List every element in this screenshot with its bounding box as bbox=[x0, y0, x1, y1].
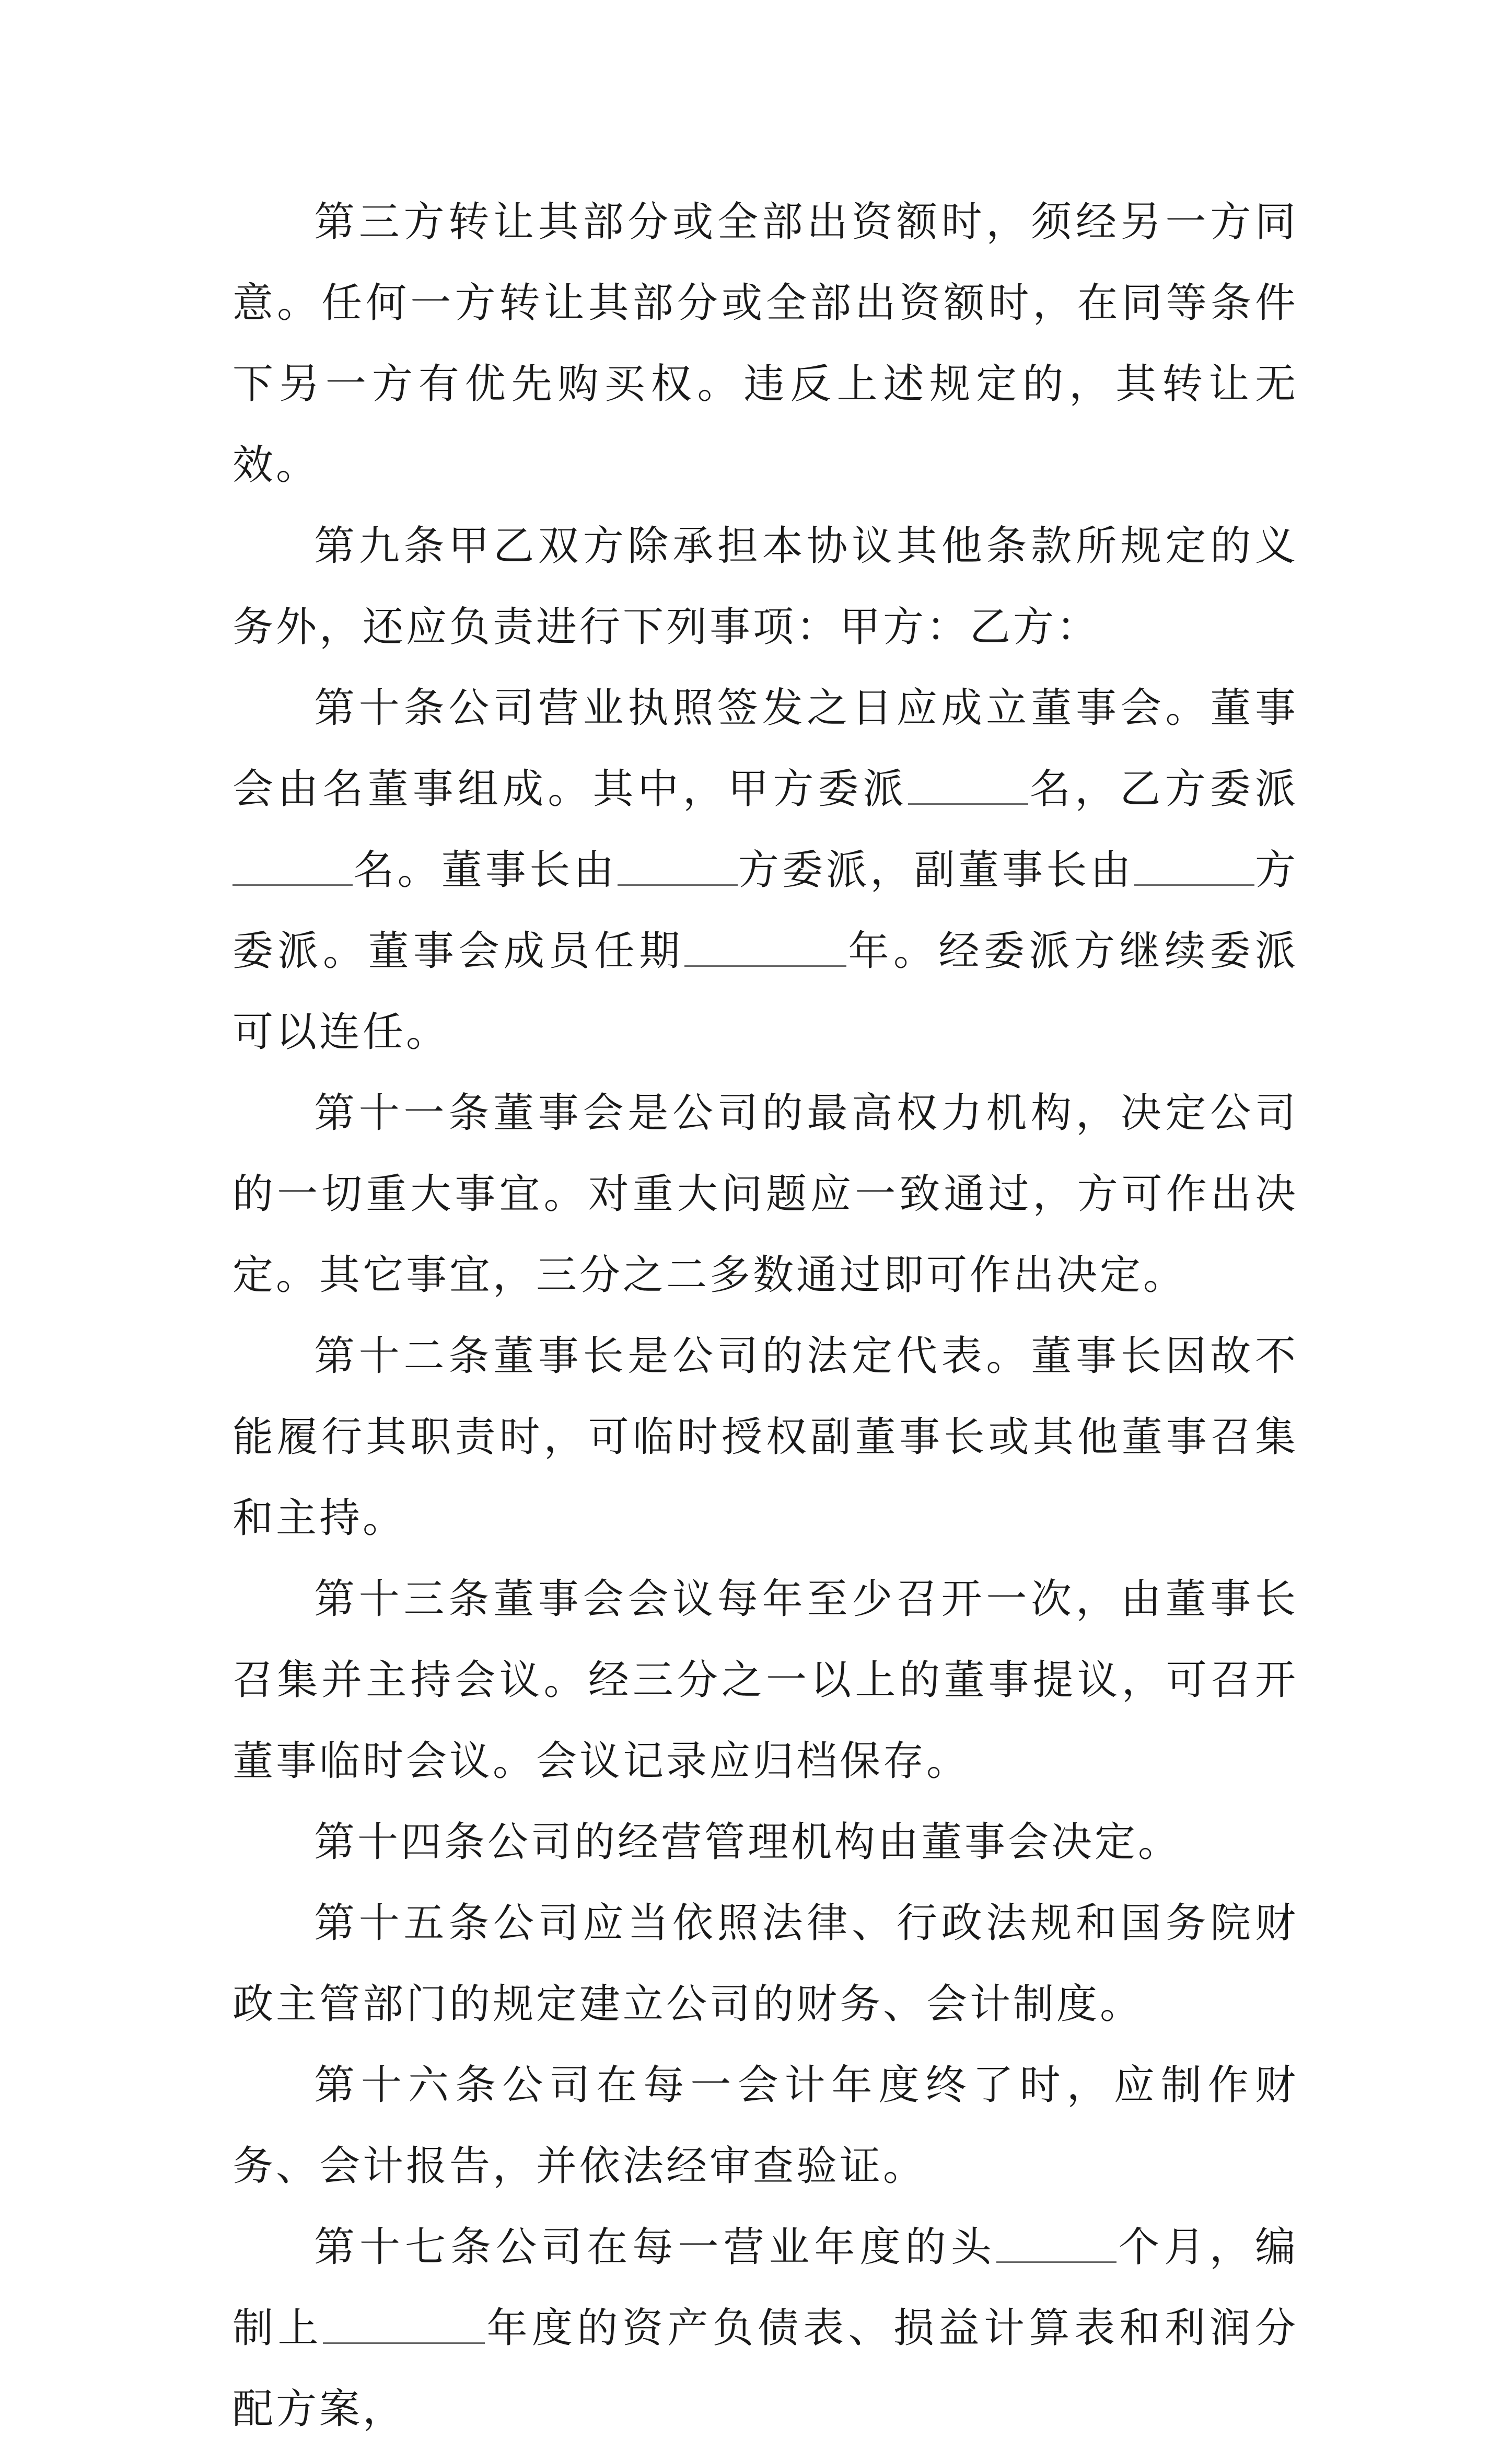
paragraph-article-13 bbox=[232, 1559, 1298, 1802]
paragraph-text: 第十四条公司的经营管理机构由董事会决定。 bbox=[314, 1819, 1182, 1866]
paragraph-segment: 第十七条公司在每一营业年度的头 bbox=[314, 2224, 996, 2271]
paragraph-segment: 方委派，副董事长由 bbox=[737, 847, 1134, 894]
paragraph-article-16 bbox=[232, 2045, 1298, 2207]
paragraph-segment: 方委派。董事会成员任期 bbox=[232, 847, 1298, 975]
paragraph-segment: 第十条公司营业执照签发之日应成立董事会。董事会由名董事组成。其中，甲方委派 bbox=[232, 685, 1298, 813]
paragraph-text: 第九条甲乙双方除承担本协议其他条款所规定的义务外，还应负责进行下列事项：甲方：乙方： bbox=[232, 523, 1298, 651]
paragraph-segment: 名，乙方委派 bbox=[1028, 766, 1298, 813]
paragraph-article-12 bbox=[232, 1316, 1298, 1559]
fill-in-blank bbox=[908, 771, 1028, 805]
paragraph-segment: 年。经委派方继续委派可以连任。 bbox=[232, 928, 1298, 1056]
fill-in-blank bbox=[684, 933, 846, 967]
paragraph-text: 第十三条董事会会议每年至少召开一次，由董事长召集并主持会议。经三分之一以上的董事提议，可召开董事临时会议。会议记录应归档保存。 bbox=[232, 1576, 1298, 1785]
fill-in-blank bbox=[232, 852, 353, 886]
paragraph-segment: 个月，编制上 bbox=[232, 2224, 1298, 2352]
paragraph-text: 第三方转让其部分或全部出资额时，须经另一方同意。任何一方转让其部分或全部出资额时，在同等条件下另一方有优先购买权。违反上述规定的，其转让无效。 bbox=[232, 199, 1298, 489]
paragraph-text: 第十一条董事会是公司的最高权力机构，决定公司的一切重大事宜。对重大问题应一致通过，方可作出决定。其它事宜，三分之二多数通过即可作出决定。 bbox=[232, 1090, 1298, 1299]
paragraph-article-17 bbox=[232, 2207, 1298, 2450]
paragraph-article-9 bbox=[232, 506, 1298, 668]
fill-in-blank bbox=[323, 2310, 485, 2344]
paragraph-article-14 bbox=[232, 1802, 1298, 1883]
paragraph-text: 第十五条公司应当依照法律、行政法规和国务院财政主管部门的规定建立公司的财务、会计制度。 bbox=[232, 1900, 1298, 2028]
paragraph-article-11 bbox=[232, 1073, 1298, 1316]
paragraph-segment: 名。董事长由 bbox=[353, 847, 618, 894]
fill-in-blank bbox=[1134, 852, 1254, 886]
paragraph-article-15 bbox=[232, 1883, 1298, 2045]
paragraph-text: 第十六条公司在每一会计年度终了时，应制作财务、会计报告，并依法经审查验证。 bbox=[232, 2062, 1298, 2190]
paragraph-segment: 年度的资产负债表、损益计算表和利润分配方案， bbox=[232, 2305, 1298, 2433]
paragraph-text: 第十二条董事长是公司的法定代表。董事长因故不能履行其职责时，可临时授权副董事长或其他董事召集和主持。 bbox=[232, 1333, 1298, 1542]
fill-in-blank bbox=[618, 852, 738, 886]
fill-in-blank bbox=[996, 2229, 1116, 2263]
paragraph-transfer-clause bbox=[232, 182, 1298, 506]
document-body bbox=[232, 182, 1298, 2450]
paragraph-article-10 bbox=[232, 668, 1298, 1073]
